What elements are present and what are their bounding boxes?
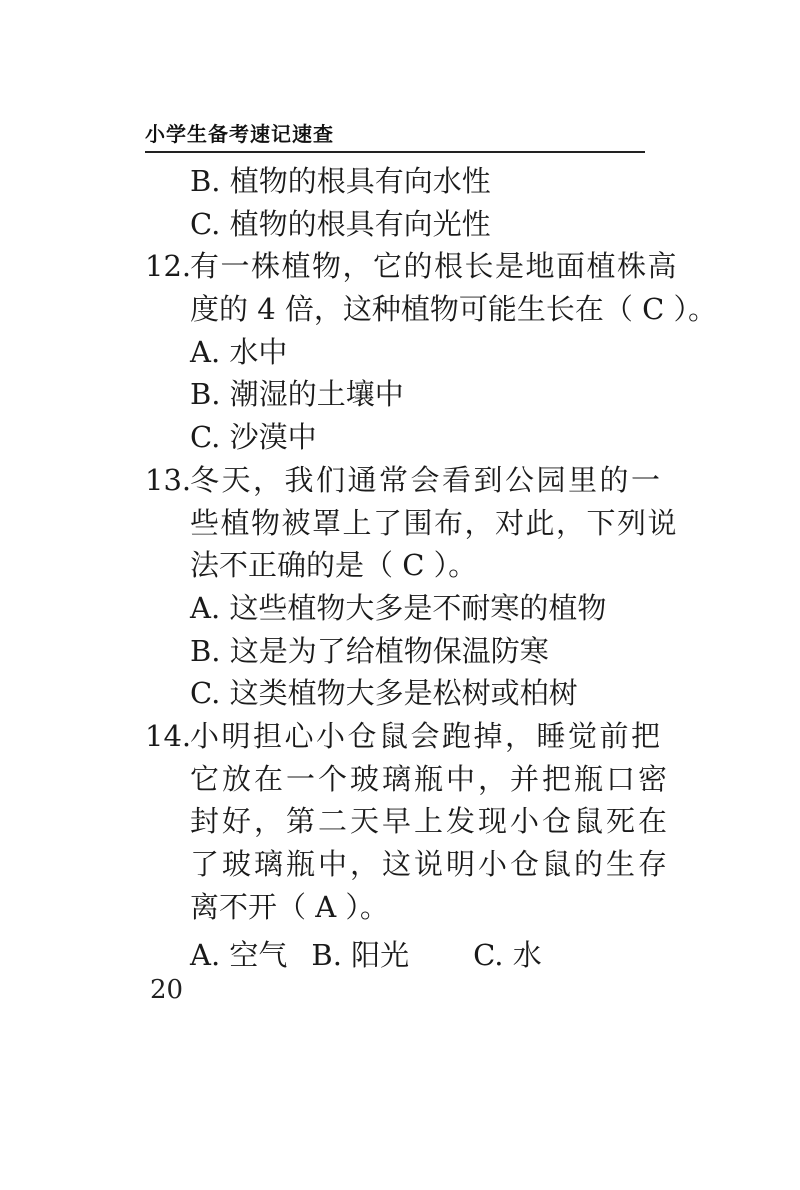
q13-option-c: C. 这类植物大多是松树或柏树	[190, 676, 578, 711]
q14-stem-2: 它放在一个玻璃瓶中，并把瓶口密	[190, 761, 671, 796]
page-content	[145, 160, 718, 977]
q14-option-b: B. 阳光	[311, 938, 410, 973]
q11-option-b: B. 植物的根具有向水性	[190, 164, 491, 198]
q12-line-1	[145, 245, 679, 288]
q13-line-1	[145, 459, 663, 502]
q13-number: 13.	[145, 462, 192, 497]
q13-option-a: A. 这些植物大多是不耐寒的植物	[190, 590, 607, 625]
q14-stem-3: 封好，第二天早上发现小仓鼠死在	[190, 804, 671, 839]
q14-number: 14.	[145, 718, 192, 753]
q14-option-a: A. 空气	[190, 938, 288, 973]
book-header-title: 小学生备考速记速查	[145, 122, 334, 146]
q13-stem-1: 冬天，我们通常会看到公园里的一	[190, 462, 663, 497]
q12-stem-1: 有一株植物，它的根长是地面植株高	[190, 249, 679, 284]
q13-option-b: B. 这是为了给植物保温防寒	[190, 633, 549, 668]
q12-option-b: B. 潮湿的土壤中	[190, 377, 404, 412]
q13-stem-3: 法不正确的是（ C ）。	[190, 548, 478, 583]
q12-stem-2: 度的 4 倍，这种植物可能生长在（ C ）。	[190, 292, 718, 327]
q14-options-row	[145, 934, 650, 977]
q14-stem-4: 了玻璃瓶中，这说明小仓鼠的生存	[190, 847, 671, 881]
q11-option-c: C. 植物的根具有向光性	[190, 206, 491, 241]
q14-stem-1: 小明担心小仓鼠会跑掉，睡觉前把	[190, 718, 663, 753]
q14-stem-5: 离不开（ A ）。	[190, 889, 389, 924]
page-number: 20	[150, 975, 184, 1005]
q14-option-c: C. 水	[473, 938, 542, 973]
q14-line-1	[145, 715, 663, 758]
header-rule	[145, 151, 645, 153]
q12-option-c: C. 沙漠中	[190, 420, 317, 455]
q12-number: 12.	[145, 249, 192, 284]
q12-option-a: A. 水中	[190, 334, 288, 369]
q13-stem-2: 些植物被罩上了围布，对此，下列说	[190, 505, 679, 540]
